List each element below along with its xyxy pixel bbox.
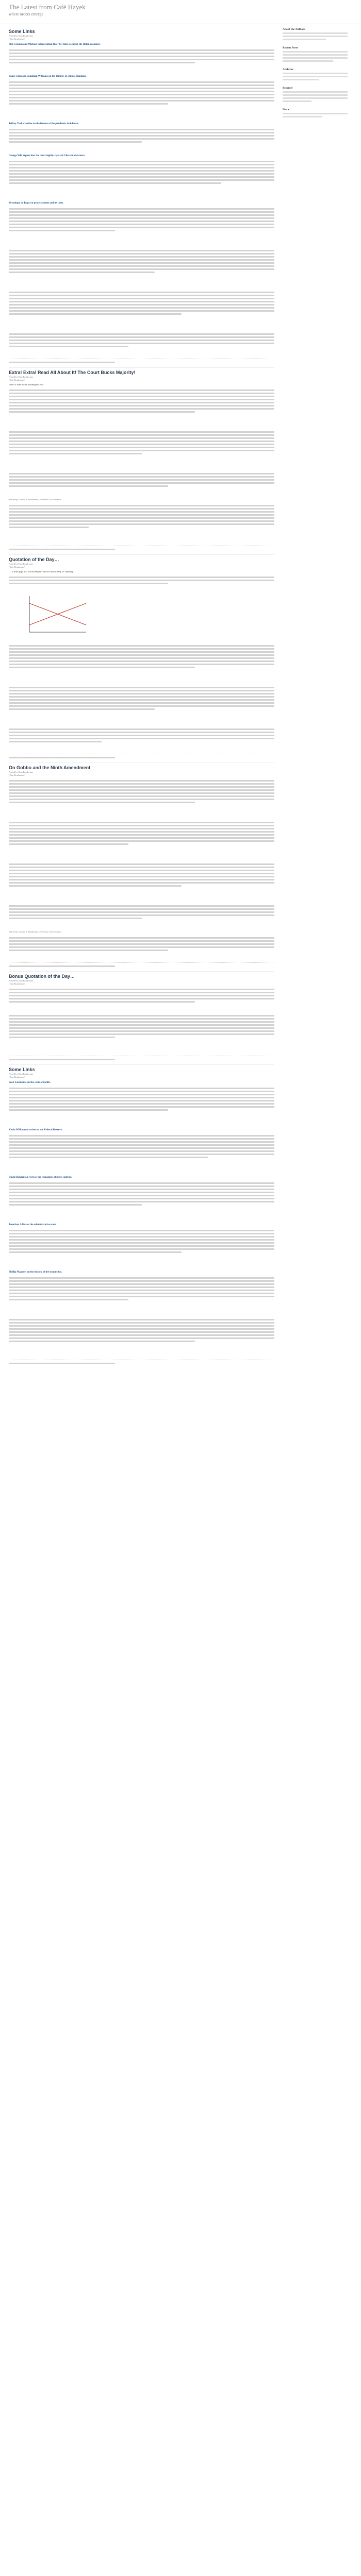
post-lead: … is from page 107 of Paul Heyne's The Economic Way of Thinking: bbox=[9, 570, 74, 573]
post-some-links-1 bbox=[9, 30, 274, 363]
post-footer bbox=[9, 1056, 274, 1060]
post-link[interactable]: Veronique de Rugy on protectionism and its costs. bbox=[9, 202, 64, 205]
post-some-links-2 bbox=[9, 1068, 274, 1364]
post-author: (Don Boudreaux) bbox=[9, 38, 25, 40]
site-title[interactable]: The Latest from Café Hayek bbox=[9, 3, 86, 11]
post-title[interactable]: Some Links bbox=[9, 1067, 35, 1072]
post-author: (Don Boudreaux) bbox=[9, 774, 25, 776]
post-meta: Posted by Don Boudreaux bbox=[9, 1073, 34, 1075]
sidebar-section bbox=[283, 46, 355, 62]
post-paragraph bbox=[9, 471, 274, 496]
post-link[interactable]: Kevin Williamson writes on the Federal Reserve. bbox=[9, 1129, 63, 1131]
post-paragraph bbox=[9, 904, 274, 928]
post-paragraph bbox=[9, 430, 274, 470]
sidebar-heading: Blogroll bbox=[283, 87, 292, 90]
main-content bbox=[9, 28, 274, 1368]
sidebar-section bbox=[283, 87, 355, 102]
post-meta: Posted by Don Boudreaux bbox=[9, 376, 34, 378]
post-link[interactable]: David Henderson reviews the economics of price controls. bbox=[9, 1176, 72, 1179]
post-paragraph bbox=[9, 1181, 274, 1221]
post-paragraph bbox=[9, 388, 274, 428]
sidebar-heading: Meta bbox=[283, 108, 289, 111]
post-paragraph bbox=[9, 987, 274, 1012]
post-title[interactable]: Extra! Extra! Read All About It! The Court Bucks Majority! bbox=[9, 370, 136, 375]
post-author: (Don Boudreaux) bbox=[9, 379, 25, 381]
post-author: (Don Boudreaux) bbox=[9, 982, 25, 985]
sidebar-section bbox=[283, 68, 355, 80]
post-footer bbox=[9, 1360, 274, 1364]
post-link[interactable]: Jeffrey Tucker writes on the lessons of the pandemic lockdowns. bbox=[9, 123, 79, 125]
post-bonus-quotation bbox=[9, 975, 274, 1060]
post-link[interactable]: George Will argues that the court rightly rejected Chevron deference. bbox=[9, 155, 86, 157]
post-title[interactable]: Quotation of the Day… bbox=[9, 557, 59, 562]
sidebar-section bbox=[283, 28, 355, 40]
post-signature: Sincerely, Donald J. Boudreaux, Professor of Economics bbox=[9, 930, 62, 933]
post-author: (Don Boudreaux) bbox=[9, 1076, 25, 1078]
sidebar-section bbox=[283, 108, 355, 117]
post-paragraph bbox=[9, 290, 274, 330]
post-paragraph bbox=[9, 1276, 274, 1316]
post-paragraph bbox=[9, 80, 274, 120]
post-paragraph bbox=[9, 727, 274, 752]
post-link[interactable]: Phil Gramm and Michael Solon explain that 'It's time to sunset the Biden economy.' bbox=[9, 43, 101, 46]
post-paragraph bbox=[9, 127, 274, 152]
post-paragraph bbox=[9, 778, 274, 819]
post-extra-extra bbox=[9, 371, 274, 550]
post-title[interactable]: On Gobbo and the Ninth Amendment bbox=[9, 765, 91, 770]
post-paragraph bbox=[9, 1086, 274, 1126]
post-paragraph bbox=[9, 862, 274, 902]
post-meta: Posted by Don Boudreaux bbox=[9, 979, 34, 982]
post-paragraph bbox=[9, 936, 274, 960]
post-paragraph bbox=[9, 159, 274, 199]
post-footer bbox=[9, 754, 274, 758]
sidebar-heading: Recent Posts bbox=[283, 46, 298, 49]
post-paragraph bbox=[9, 332, 274, 357]
post-link[interactable]: Phillip Magness on the history of the income tax. bbox=[9, 1271, 62, 1274]
post-paragraph bbox=[9, 1013, 274, 1054]
post-lead: Here's a letter to the Washington Post. bbox=[9, 383, 44, 386]
post-title[interactable]: Some Links bbox=[9, 29, 35, 34]
post-paragraph bbox=[9, 1228, 274, 1268]
post-footer bbox=[9, 962, 274, 967]
post-quotation bbox=[9, 558, 274, 758]
post-gobbo bbox=[9, 766, 274, 967]
post-link[interactable]: Scott Lincicome on the costs of tariffs. bbox=[9, 1081, 51, 1084]
post-paragraph bbox=[9, 207, 274, 247]
post-meta: Posted by Don Boudreaux bbox=[9, 771, 34, 773]
post-paragraph bbox=[9, 1317, 274, 1358]
post-footer bbox=[9, 359, 274, 363]
post-paragraph bbox=[9, 643, 274, 684]
sidebar-heading: About the Authors bbox=[283, 28, 305, 31]
post-meta: Posted by Don Boudreaux bbox=[9, 563, 34, 565]
post-paragraph bbox=[9, 820, 274, 860]
post-footer bbox=[9, 546, 274, 550]
post-paragraph bbox=[9, 248, 274, 289]
post-title[interactable]: Bonus Quotation of the Day… bbox=[9, 974, 75, 979]
post-paragraph bbox=[9, 1133, 274, 1174]
sidebar-heading: Archives bbox=[283, 68, 293, 71]
supply-demand-chart bbox=[24, 591, 91, 637]
site-header bbox=[0, 0, 361, 24]
post-paragraph bbox=[9, 685, 274, 725]
post-meta: Posted by Don Boudreaux bbox=[9, 35, 34, 37]
post-paragraph bbox=[9, 575, 274, 586]
post-paragraph bbox=[9, 503, 274, 544]
post-author: (Don Boudreaux) bbox=[9, 566, 25, 568]
post-paragraph bbox=[9, 48, 274, 73]
post-link[interactable]: Jonathan Adler on the administrative state. bbox=[9, 1224, 57, 1226]
sidebar bbox=[283, 28, 355, 124]
post-signature: Sincerely, Donald J. Boudreaux, Professor of Economics bbox=[9, 498, 62, 501]
post-link[interactable]: Vance Ginn and Jonathan Williams on the failures of central planning. bbox=[9, 75, 87, 78]
site-subtitle: where orders emerge bbox=[9, 12, 43, 16]
